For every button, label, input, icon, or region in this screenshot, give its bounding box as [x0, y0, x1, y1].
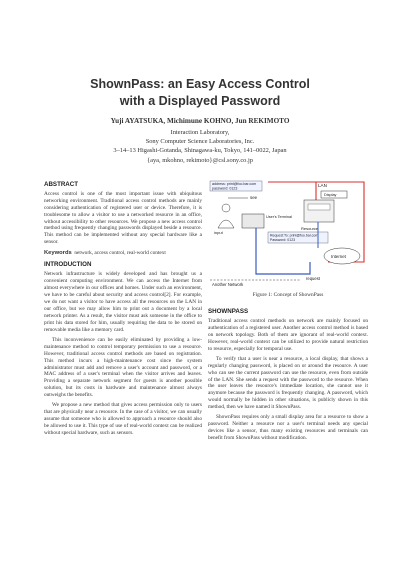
shownpass-paragraph: To verify that a user is near a resource, a local display, that shows a regularly changing password, is placed on or around the resource. A user who can see the current password can use the resource, even from outside of the LAN. She sends a request with the password to the resource. When the user leaves the resource's immediate location, she cannot use it anymore because the password is frequently changing. A password, which would normally be hidden in other situations, is publicly shown in this method, then we have named it ShownPass.: [208, 355, 368, 411]
affiliation-line: {aya, mkohno, rekimoto}@csl.sony.co.jp: [147, 156, 253, 164]
user-body: [218, 220, 234, 228]
intro-paragraph: Network infrastructure is widely developed and has brought us a convenient computing environment. We can access the Internet from almost everywhere in our offices and homes. Under such an environment, we have to be careful about security and access control[2]. For example, we do not want a visitor to have access all the resources on the LAN in our office, but we may allow him to print out a document by a local network printer. As a result, the visitor must ask someone in the office to print his data stored for him, usually requiring the data to be stored on removable media like a memory card.: [44, 271, 202, 333]
abstract-text: Access control is one of the most important issue with ubiquitous networking environment. Traditional access control methods are mainly considering authentication of registered user or device. Therefore, it is troublesome to allow a visitor to use a networked resource in an office, without accessibility to other resources. We propose a new access control method using frequently changing passwords displayed beside a resource. This method can be implemented without any special hardware like a sensor.: [44, 190, 202, 246]
request-password-line: Password: 0123: [270, 238, 296, 243]
paper-title: [0, 76, 400, 110]
shownpass-heading: SHOWNPASS: [208, 308, 249, 315]
concept-diagram: [208, 178, 368, 290]
introduction-heading: INTRODUCTION: [44, 261, 92, 269]
keywords-text: network, access control, real-world context: [74, 249, 166, 256]
left-column: [44, 182, 202, 440]
printer-icon: [304, 200, 334, 222]
shownpass-paragraph: ShownPass requires only a small display area for a resource to show a password. Neither a resource nor a user's terminal needs any special devices like a sensor, thus many existing resources and terminals can benefit from ShownPass without modification.: [208, 414, 368, 442]
affiliation: [0, 128, 400, 165]
keywords-label: Keywords: [44, 249, 72, 256]
request-label: request: [306, 276, 320, 281]
users-terminal-label: User's Terminal: [266, 215, 292, 219]
concept-figure: [208, 178, 368, 290]
input-label: input: [214, 230, 223, 235]
password-line: password: 0123: [212, 186, 238, 191]
affiliation-line: Interaction Laboratory,: [170, 129, 230, 136]
affiliation-line: Sony Computer Science Laboratories, Inc.: [145, 138, 255, 146]
right-column: [208, 309, 368, 445]
lan-label: LAN: [318, 183, 327, 188]
title-line-1: ShownPass: an Easy Access Control: [90, 77, 310, 91]
address-line: address: print@foo.bar.com: [212, 182, 257, 187]
keywords: [44, 250, 202, 257]
figure-caption: Figure 1: Concept of ShownPass: [252, 292, 324, 298]
see-label: see: [250, 195, 258, 200]
resource-label: Resource: [301, 226, 319, 231]
user-icon: [222, 204, 230, 212]
request-line: Request:To: print@foo.bar.com: [270, 233, 319, 238]
intro-paragraph: We propose a new method that gives access permission only to users that are physically near a resource. In the case of a visitor, we can usually assume that someone who is allowed to approach a resource should also be allowed to use it. This type of use of real-world context can be realized without special hardware, such as sensors.: [44, 402, 202, 437]
intro-paragraph: This inconvenience can be easily eliminated by providing a low-maintenance method to control temporary permission to use a resource. However, traditional access control methods are based on registration. This method incurs a high-maintenance cost since the system administrator must add and remove a user's account and password, or a MAC address of a user's terminal when the visitor arrives and leaves. Providing a separate network segment for guests is another possible solution, but its costs in hardware and maintenance almost always outweighs the benefits.: [44, 336, 202, 399]
internet-label: Internet: [331, 254, 346, 259]
affiliation-line: 3–14–13 Higashi-Gotanda, Shinagawa-ku, Tokyo, 141–0022, Japan: [113, 147, 287, 155]
abstract-heading: ABSTRACT: [44, 181, 79, 188]
title-line-2: with a Displayed Password: [119, 94, 281, 108]
terminal-icon: [242, 214, 264, 228]
display-label: Display: [324, 193, 337, 198]
shownpass-paragraph: Traditional access control methods on network are mainly focused on authentication of a registered user. Another access control method is based on network topology. Both of them are ignorant of real-world context. However, real-world context can be utilized to provide natural restriction to resource, especially for temporal use.: [208, 317, 368, 352]
another-network-label: Another Network: [212, 282, 244, 287]
authors: Yuji AYATSUKA, Michimune KOHNO, Jun REKIMOTO: [110, 117, 290, 125]
printer-tray: [308, 204, 330, 210]
